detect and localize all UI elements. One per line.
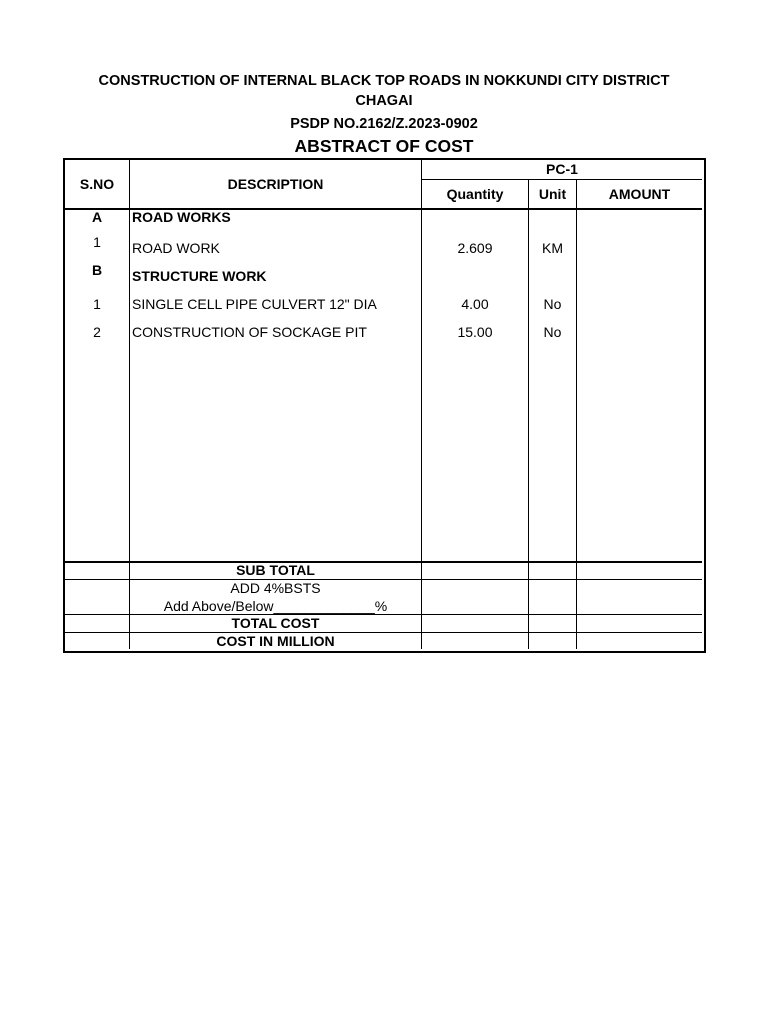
row-sno: 2 [93, 324, 101, 340]
column-divider [421, 160, 422, 649]
row-quantity: 2.609 [457, 240, 493, 256]
document-title-line-2: CHAGAI [355, 93, 413, 109]
add-bsts-label: ADD 4%BSTS [230, 580, 321, 596]
cost-in-million-label: COST IN MILLION [216, 633, 335, 649]
row-description: STRUCTURE WORK [132, 268, 267, 284]
header-pc1: PC-1 [546, 161, 578, 177]
subtotal-label: SUB TOTAL [236, 562, 315, 578]
cost-abstract-table [63, 158, 706, 653]
row-sno: B [91, 262, 103, 278]
add-above-below-label: Add Above/Below_____________% [163, 598, 388, 614]
row-quantity: 4.00 [461, 296, 489, 312]
row-unit: KM [542, 240, 563, 256]
document-title-line-1: CONSTRUCTION OF INTERNAL BLACK TOP ROADS IN NOKKUNDI CITY DISTRICT [98, 73, 670, 89]
row-sno: A [91, 209, 103, 225]
row-description: ROAD WORKS [132, 209, 231, 225]
row-divider [421, 179, 702, 180]
document-subtitle: ABSTRACT OF COST [294, 136, 474, 156]
header-amount: AMOUNT [608, 186, 671, 202]
row-unit: No [543, 324, 562, 340]
header-description: DESCRIPTION [227, 176, 324, 192]
header-unit: Unit [538, 186, 567, 202]
row-description: CONSTRUCTION OF SOCKAGE PIT [132, 324, 367, 340]
row-description: ROAD WORK [132, 240, 220, 256]
row-unit: No [543, 296, 562, 312]
row-description: SINGLE CELL PIPE CULVERT 12" DIA [132, 296, 377, 312]
row-sno: 1 [93, 296, 101, 312]
total-cost-label: TOTAL COST [231, 615, 320, 631]
psdp-number: PSDP NO.2162/Z.2023-0902 [290, 116, 478, 132]
row-sno: 1 [93, 234, 101, 250]
header-quantity: Quantity [446, 186, 504, 202]
header-sno: S.NO [79, 176, 115, 192]
row-quantity: 15.00 [457, 324, 493, 340]
